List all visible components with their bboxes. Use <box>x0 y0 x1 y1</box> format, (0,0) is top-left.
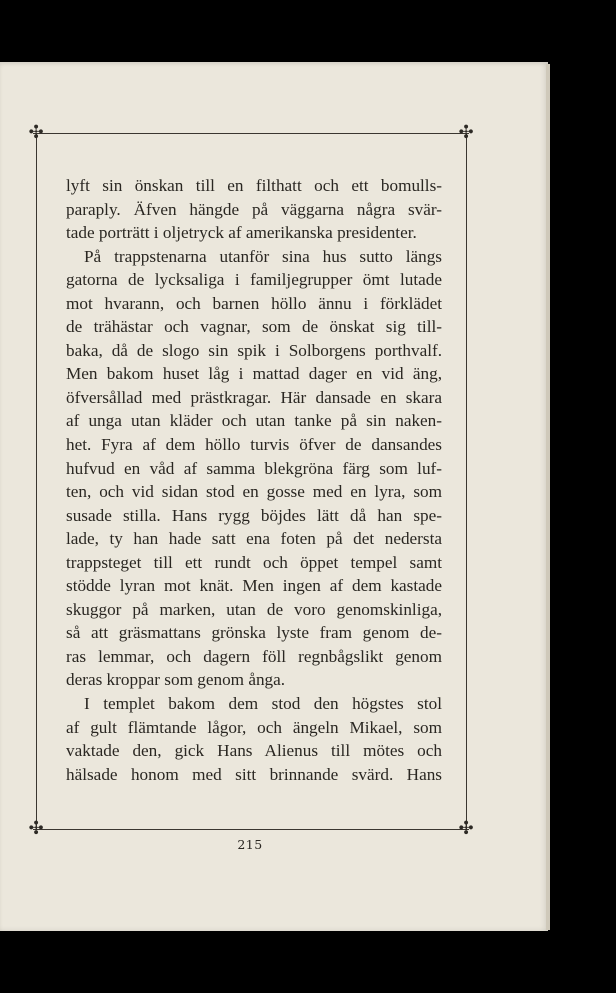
text-line: trappsteget till ett rundt och öppet tempel samt <box>66 552 442 572</box>
text-line: hufvud en våd af samma blekgröna färg som luf- <box>66 458 442 478</box>
text-line: stödde lyran mot knät. Men ingen af dem kastade <box>66 576 442 596</box>
text-line: hälsade honom med sitt brinnande svärd. Hans <box>66 764 442 784</box>
text-line: I templet bakom dem stod den högstes stol <box>84 694 442 714</box>
ornamental-cross-icon: ✣ <box>458 818 474 839</box>
frame-right-rule <box>466 133 467 830</box>
text-line: af unga utan kläder och utan tanke på sin naken- <box>66 411 442 431</box>
text-line: ten, och vid sidan stod en gosse med en lyra, som <box>66 482 442 502</box>
text-line: gatorna de lycksaliga i familjegrupper ömt lutade <box>66 270 442 290</box>
frame-top-rule <box>33 133 469 134</box>
text-line: susade stilla. Hans rygg böjdes lätt då han spe- <box>66 505 442 525</box>
frame-bottom-rule <box>33 829 469 830</box>
text-line: de trähästar och vagnar, som de önskat sig till- <box>66 317 442 337</box>
text-line: På trappstenarna utanför sina hus sutto längs <box>84 246 442 266</box>
frame-left-rule <box>36 133 37 830</box>
ornamental-cross-icon: ✣ <box>458 122 474 143</box>
text-line: lyft sin önskan till en filthatt och ett bomulls- <box>66 176 442 195</box>
text-line: baka, då de slogo sin spik i Solborgens porthvalf. <box>66 340 442 360</box>
text-line: paraply. Äfven hängde på väggarna några svär- <box>66 199 442 219</box>
text-line: lade, ty han hade satt ena foten på det nedersta <box>66 529 442 549</box>
text-line: het. Fyra af dem höllo turvis öfver de dansandes <box>66 435 442 455</box>
body-text <box>66 174 442 786</box>
text-line: tade porträtt i oljetryck af amerikanska presidenter. <box>66 223 417 243</box>
page-edge <box>546 64 550 930</box>
text-line: mot hvarann, och barnen höllo ännu i förklädet <box>66 293 442 313</box>
text-line: så att gräsmattans grönska lyste fram genom de- <box>66 623 442 643</box>
ornamental-cross-icon: ✣ <box>28 122 44 143</box>
text-line: vaktade den, gick Hans Alienus till mötes och <box>66 741 442 761</box>
text-line: ras lemmar, och dagern föll regnbågslikt genom <box>66 646 442 666</box>
text-line: öfversållad med prästkragar. Här dansade en skara <box>66 387 442 407</box>
text-line: deras kroppar som genom ånga. <box>66 670 286 690</box>
text-line: af gult flämtande lågor, och ängeln Mikael, som <box>66 717 442 737</box>
page-number: 215 <box>237 837 263 852</box>
text-line: Men bakom huset låg i mattad dager en vid äng, <box>66 364 442 384</box>
text-line: skuggor på marken, utan de voro genomskinliga, <box>66 599 442 619</box>
ornamental-cross-icon: ✣ <box>28 818 44 839</box>
